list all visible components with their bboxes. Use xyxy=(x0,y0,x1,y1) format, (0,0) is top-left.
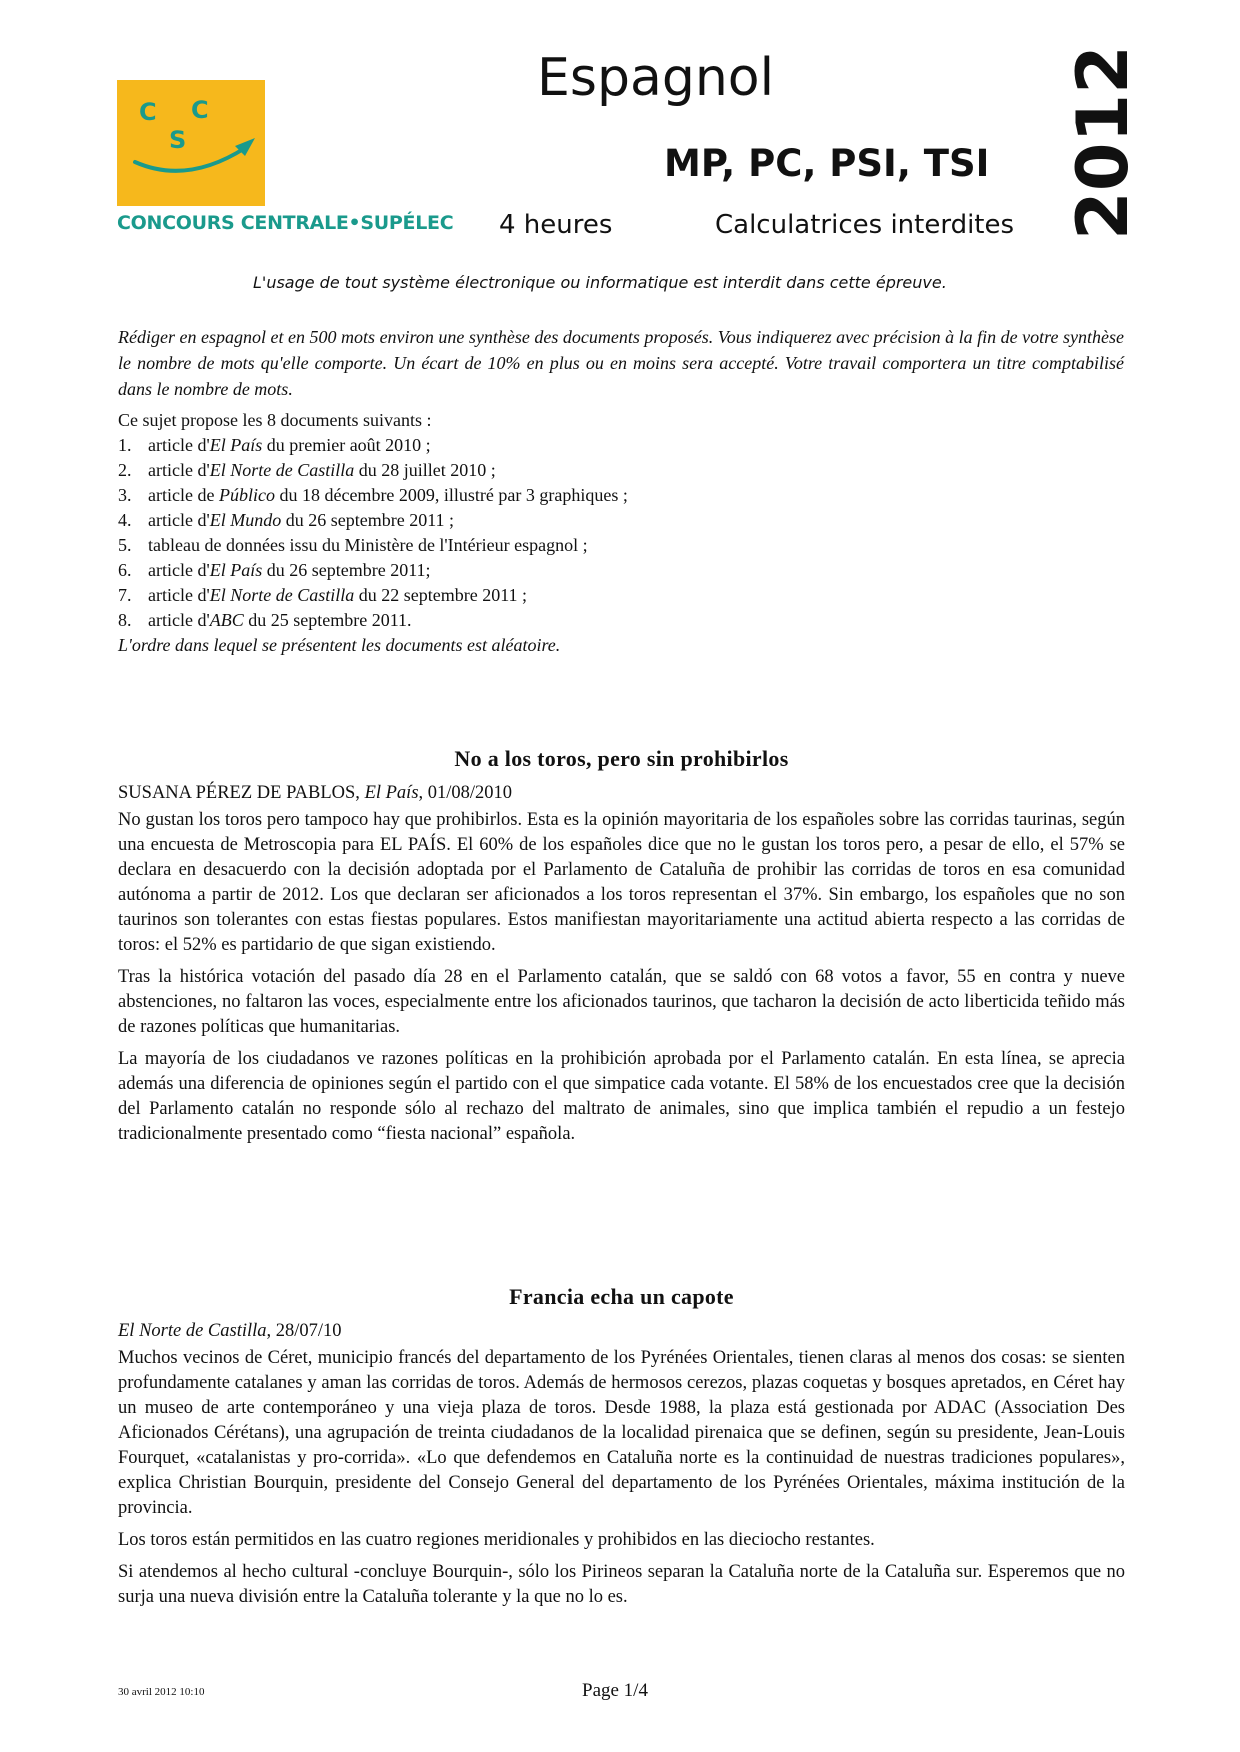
list-item: 2. article d'El Norte de Castilla du 28 juillet 2010 ; xyxy=(118,460,496,480)
list-item: 5. tableau de données issu du Ministère de l'Intérieur espagnol ; xyxy=(118,535,588,555)
logo-letter-s: S xyxy=(169,126,187,154)
article-2-byline: El Norte de Castilla, 28/07/10 xyxy=(118,1321,342,1341)
article-2-paragraph: Muchos vecinos de Céret, municipio francés del departamento de los Pyrénées Orientales, tienen claras al menos dos cosas: se sienten profundamente catalanes y aman las corridas de toros. Además de hermosos cerezos, plazas coquetas y bosques apretados, en Céret hay un museo de arte contemporáneo y una vieja plaza de toros. Desde 1988, la plaza está gestionada por ADAC (Association Des Aficionados Cérétans), una agrupación de treinta ciudadanos de la localidad pirenaica que se definen, según su presidente, Jean-Louis Fourquet, «catalanistas y pro-corrida». «Lo que defendemos en Cataluña norte es la continuidad de nuestras tradiciones populares», explica Christian Bourquin, presidente del Consejo General del departamento de los Pyrénées Orientales, máxima institución de la provincia. xyxy=(118,1348,1125,1518)
document-list-intro: Ce sujet propose les 8 documents suivants : xyxy=(118,410,432,430)
order-note: L'ordre dans lequel se présentent les documents est aléatoire. xyxy=(118,635,561,655)
page-number: Page 1/4 xyxy=(582,1680,648,1701)
list-item: 4. article d'El Mundo du 26 septembre 2011 ; xyxy=(118,510,455,530)
exam-duration: 4 heures xyxy=(499,210,613,240)
source-name: El País xyxy=(209,560,263,580)
source-name: El Norte de Castilla xyxy=(209,460,355,480)
source-name: ABC xyxy=(209,610,244,630)
smile-logo-icon xyxy=(117,80,265,206)
article-1-byline: SUSANA PÉREZ DE PABLOS, El País, 01/08/2010 xyxy=(118,783,513,803)
article-2 xyxy=(118,1284,1125,1617)
logo-letter-c1: C xyxy=(139,98,157,126)
logo-letter-c2: C xyxy=(191,96,209,124)
list-item: 7. article d'El Norte de Castilla du 22 septembre 2011 ; xyxy=(118,585,528,605)
subject-title: Espagnol xyxy=(537,48,775,108)
article-2-paragraph: Si atendemos al hecho cultural -concluye Bourquin-, sólo los Pirineos separan la Cataluña norte de la Cataluña sur. Esperemos que no surja una nueva división entre la Cataluña tolerante y la que no lo es. xyxy=(118,1562,1125,1607)
instructions: Rédiger en espagnol et en 500 mots environ une synthèse des documents proposés. Vous indiquerez avec précision à la fin de votre synthèse le nombre de mots qu'elle comporte. Un écart de 10% en plus ou en moins sera accepté. Votre travail comportera un titre comptabilisé dans le nombre de mots. xyxy=(118,327,1124,399)
source-name: El País xyxy=(209,435,263,455)
article-1-title: No a los toros, pero sin prohibirlos xyxy=(454,746,789,771)
source-name: El Mundo xyxy=(209,510,282,530)
article-1-paragraph: Tras la histórica votación del pasado día 28 en el Parlamento catalán, que se saldó con 68 votos a favor, 55 en contra y nueve abstenciones, no faltaron las voces, especialmente entre los aficionados taurinos, que tacharon la decisión de acto liberticida teñido más de razones políticas que humanitarias. xyxy=(118,967,1125,1037)
article-2-title: Francia echa un capote xyxy=(509,1284,734,1309)
footer-timestamp: 30 avril 2012 10:10 xyxy=(118,1686,205,1698)
article-1 xyxy=(118,746,1125,1154)
list-item: 6. article d'El País du 26 septembre 2011; xyxy=(118,560,431,580)
source-name: Público xyxy=(218,485,275,505)
list-item: 3. article de Público du 18 décembre 2009, illustré par 3 graphiques ; xyxy=(118,485,628,505)
list-item: 8. article d'ABC du 25 septembre 2011. xyxy=(118,610,412,630)
article-2-paragraph: Los toros están permitidos en las cuatro regiones meridionales y prohibidos en las dieciocho restantes. xyxy=(118,1530,875,1550)
exam-tracks: MP, PC, PSI, TSI xyxy=(664,142,990,185)
article-1-paragraph: No gustan los toros pero tampoco hay que prohibirlos. Esta es la opinión mayoritaria de los españoles sobre las corridas taurinas, según una encuesta de Metroscopia para EL PAÍS. El 60% de los españoles dice que no le gustan los toros pero, a pesar de ello, el 57% se declara en desacuerdo con la decisión adoptada por el Parlamento de Cataluña de prohibir las corridas de toros en esa comunidad autónoma a partir de 2012. Los que declaran ser aficionados a los toros representan el 37%. Sin embargo, los españoles que no son taurinos son tolerantes con estas fiestas populares. Estos manifiestan mayoritariamente una actitud abierta respecto a las corridas de toros: el 52% es partidario de que sigan existiendo. xyxy=(118,810,1125,955)
concours-logo xyxy=(117,80,265,206)
source-name: El Norte de Castilla xyxy=(209,585,355,605)
electronic-notice: L'usage de tout système électronique ou informatique est interdit dans cette épreuve. xyxy=(253,273,947,292)
document-list xyxy=(118,408,1124,658)
logo-text: CONCOURS CENTRALE•SUPÉLEC xyxy=(117,212,454,234)
article-1-paragraph: La mayoría de los ciudadanos ve razones políticas en la prohibición aprobada por el Parlamento catalán. En esta línea, se aprecia además una diferencia de opiniones según el partido con el que simpatice cada votante. El 58% de los encuestados cree que la decisión del Parlamento catalán no responde sólo al rechazo del maltrato de animales, sino que implica también el repudio a un festejo tradicionalmente presentado como “fiesta nacional” española. xyxy=(118,1049,1125,1144)
list-item: 1. article d'El País du premier août 2010 ; xyxy=(118,435,431,455)
exam-year: 2012 xyxy=(1062,45,1144,240)
calculator-notice: Calculatrices interdites xyxy=(715,210,1015,240)
